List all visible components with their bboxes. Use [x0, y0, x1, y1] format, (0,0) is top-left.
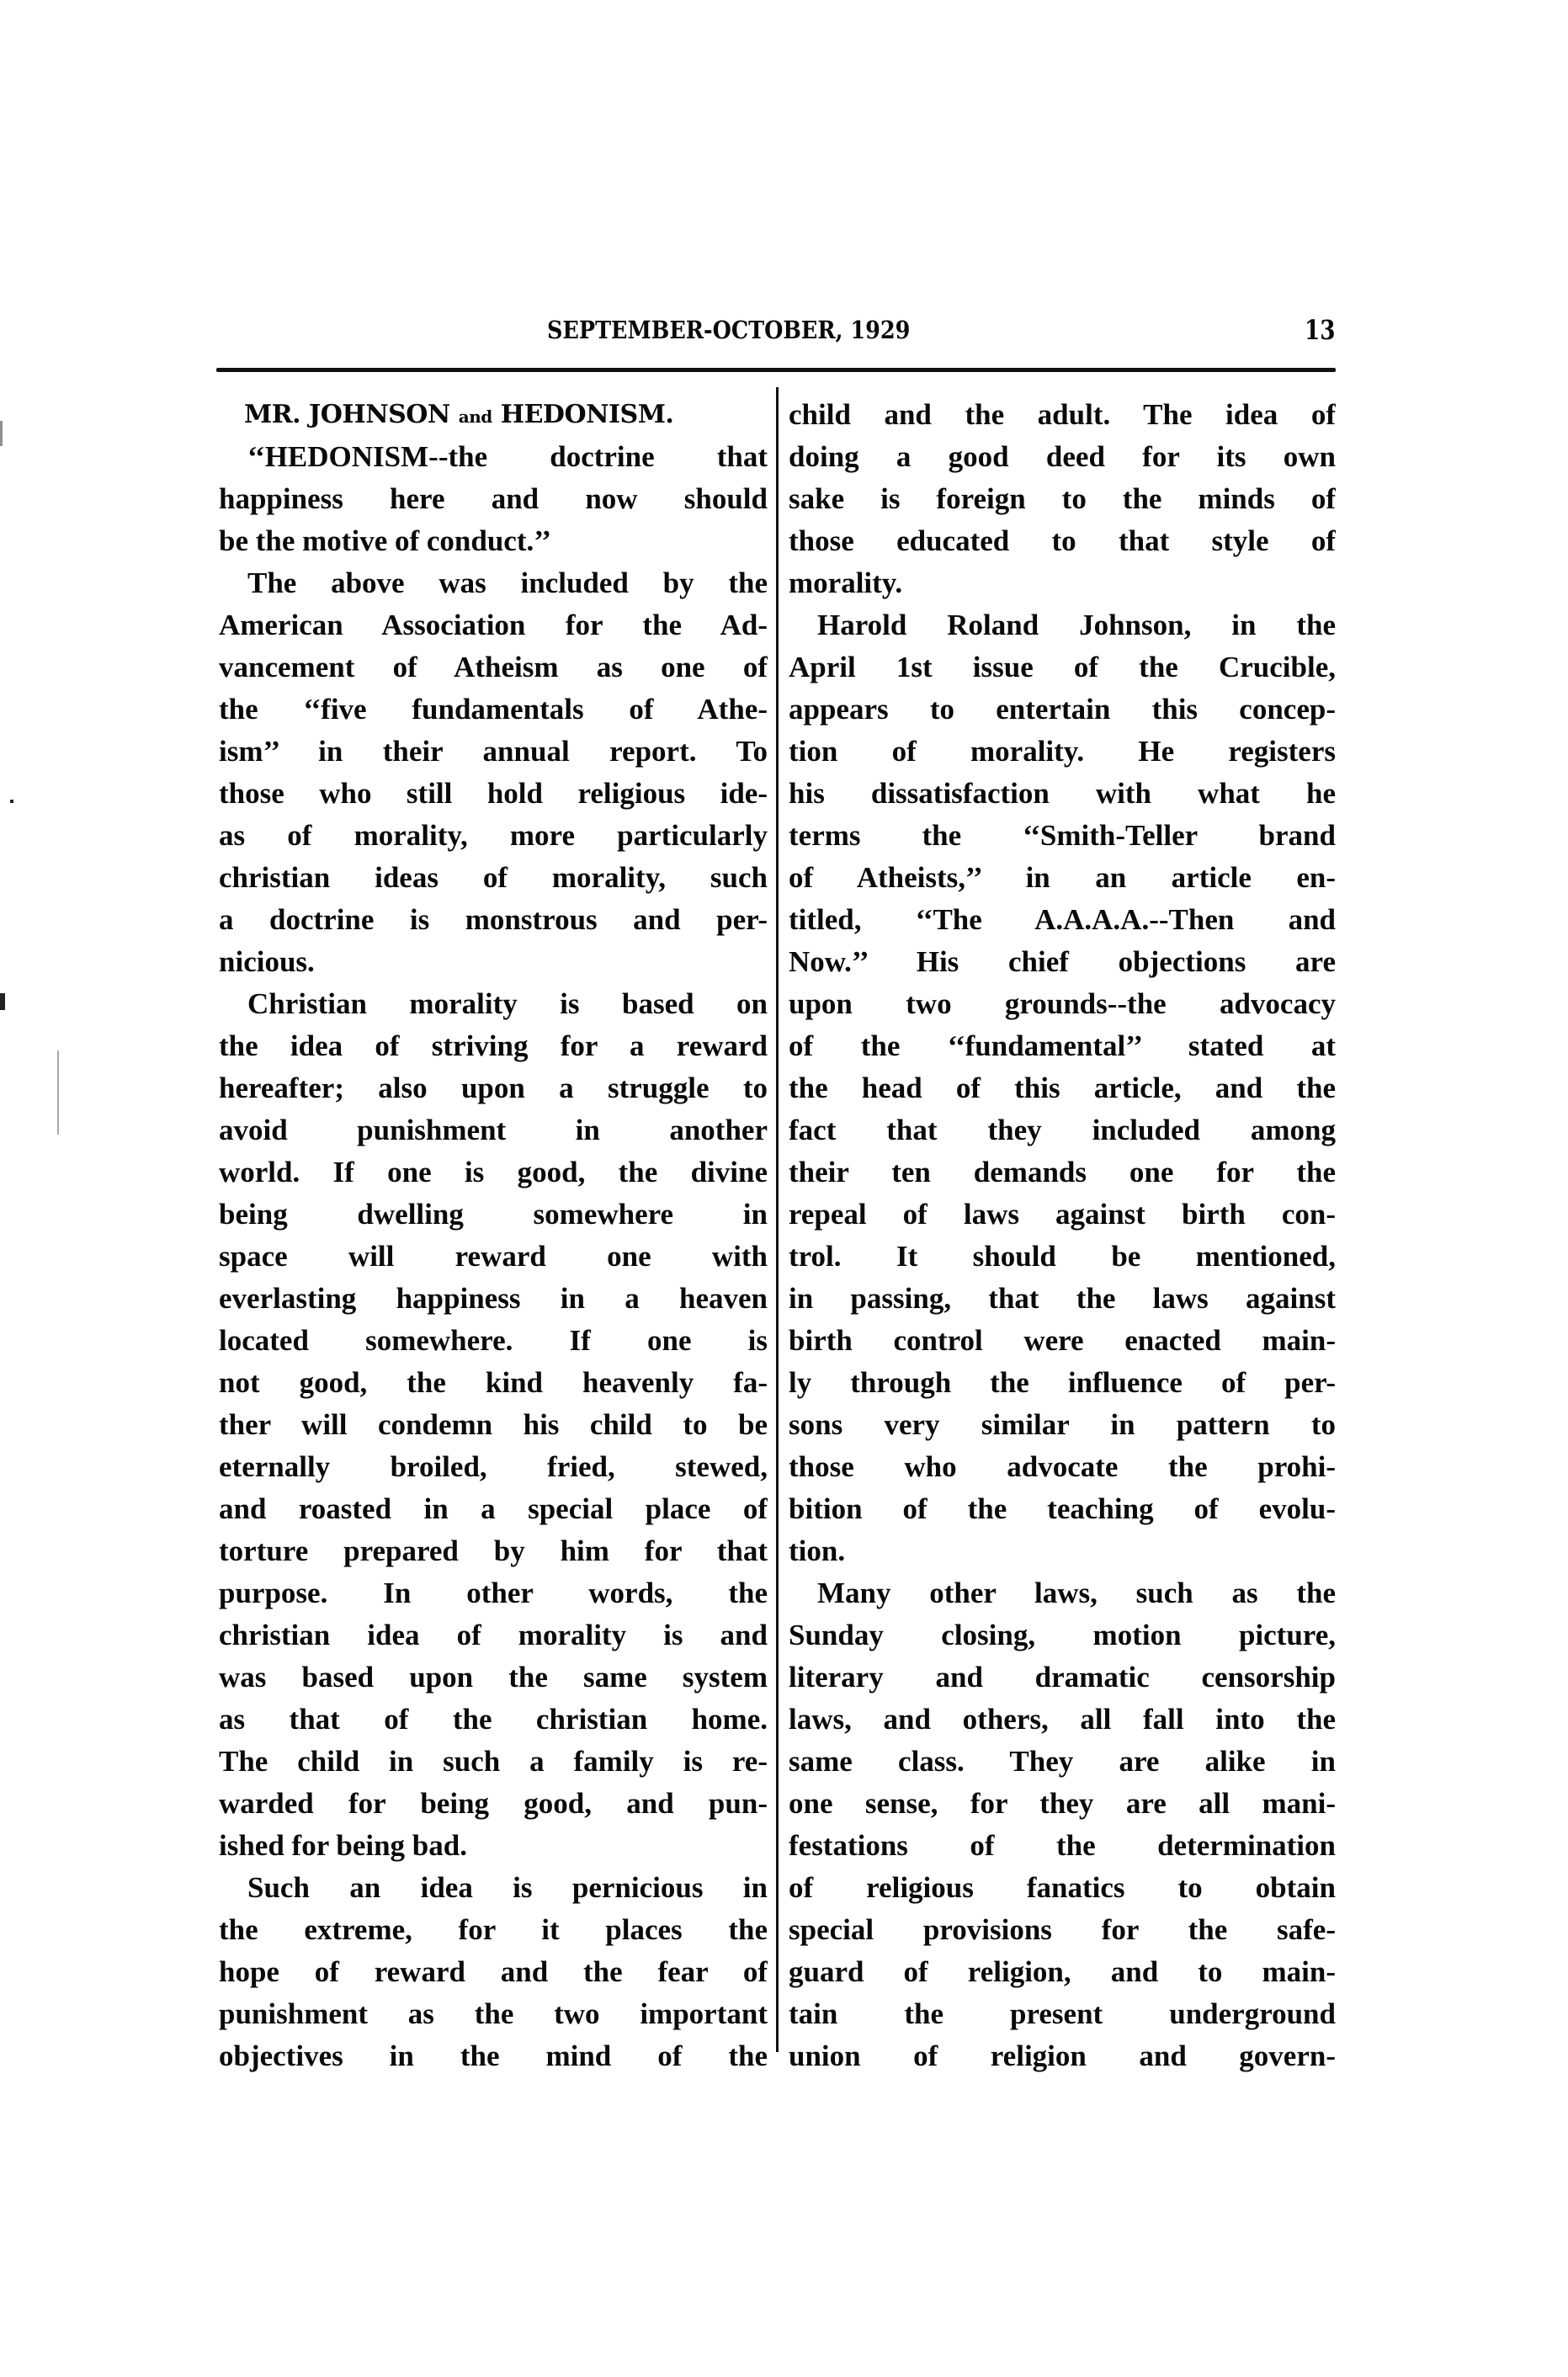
- right-column-line: upon two grounds--the advocacy: [789, 987, 1336, 1020]
- left-column-line: world. If one is good, the divine: [219, 1156, 768, 1188]
- left-column-line: located somewhere. If one is: [219, 1324, 768, 1357]
- scan-speck: [0, 421, 3, 446]
- right-column-line: Many other laws, such as the: [817, 1577, 1336, 1609]
- scan-speck: [10, 800, 13, 803]
- right-column: [789, 394, 1336, 2077]
- left-column-lines: [219, 436, 768, 2077]
- left-column-line: Christian morality is based on: [247, 987, 768, 1020]
- left-column-line: be the motive of conduct.’’: [219, 524, 551, 557]
- right-column-line: morality.: [789, 566, 903, 599]
- right-column-line: their ten demands one for the: [789, 1156, 1336, 1188]
- right-column-line: child and the adult. The idea of: [789, 398, 1336, 431]
- right-column-line: laws, and others, all fall into the: [789, 1703, 1336, 1736]
- right-column-line: Harold Roland Johnson, in the: [817, 609, 1336, 641]
- left-column-line: as of morality, more particularly: [219, 819, 768, 852]
- left-column-line: space will reward one with: [219, 1240, 768, 1273]
- left-column-line: punishment as the two important: [219, 1997, 768, 2030]
- right-column-line: union of religion and govern-: [789, 2039, 1336, 2072]
- left-column-line: ism’’ in their annual report. To: [219, 735, 768, 768]
- right-column-line: those educated to that style of: [789, 524, 1336, 557]
- left-column-line: and roasted in a special place of: [219, 1492, 768, 1525]
- right-column-line: in passing, that the laws against: [789, 1282, 1336, 1315]
- right-column-line: those who advocate the prohi-: [789, 1450, 1336, 1483]
- right-column-line: special provisions for the safe-: [789, 1913, 1336, 1946]
- left-column-line: the extreme, for it places the: [219, 1913, 768, 1946]
- column-divider: [776, 387, 779, 2052]
- left-column-line: ‘‘HEDONISM--the doctrine that: [247, 440, 768, 473]
- right-column-line: tain the present underground: [789, 1997, 1336, 2030]
- left-column-line: the ‘‘five fundamentals of Athe-: [219, 693, 768, 726]
- scan-speck: [57, 1050, 59, 1135]
- right-column-line: ly through the influence of per-: [789, 1366, 1336, 1399]
- right-column-line: sake is foreign to the minds of: [789, 482, 1336, 515]
- right-column-line: birth control were enacted main-: [789, 1324, 1336, 1357]
- left-column-line: happiness here and now should: [219, 482, 768, 515]
- right-column-line: Now.’’ His chief objections are: [789, 945, 1336, 978]
- right-column-line: fact that they included among: [789, 1114, 1336, 1146]
- left-column-line: those who still hold religious ide-: [219, 777, 768, 810]
- right-column-line: appears to entertain this concep-: [789, 693, 1336, 726]
- article-title-part1: MR. JOHNSON: [244, 400, 459, 429]
- left-column-line: was based upon the same system: [219, 1661, 768, 1694]
- left-column-line: christian ideas of morality, such: [219, 861, 768, 894]
- header-rule: [216, 368, 1336, 372]
- page-number: 13: [1305, 314, 1336, 346]
- left-column-line: a doctrine is monstrous and per-: [219, 903, 768, 936]
- right-column-lines: [789, 394, 1336, 2077]
- left-column-line: being dwelling somewhere in: [219, 1198, 768, 1231]
- left-column-line: hereafter; also upon a struggle to: [219, 1072, 768, 1104]
- right-column-line: of religious fanatics to obtain: [789, 1871, 1336, 1904]
- left-column-line: American Association for the Ad-: [219, 609, 768, 641]
- left-column-line: ther will condemn his child to be: [219, 1408, 768, 1441]
- scan-speck: [0, 993, 5, 1010]
- left-column: [219, 394, 768, 2077]
- right-column-line: festations of the determination: [789, 1829, 1336, 1862]
- article-title: [219, 394, 768, 436]
- running-head: [216, 313, 1336, 347]
- right-column-line: his dissatisfaction with what he: [789, 777, 1336, 810]
- left-column-line: christian idea of morality is and: [219, 1619, 768, 1651]
- left-column-line: vancement of Atheism as one of: [219, 651, 768, 683]
- article-title-and: and: [458, 407, 492, 427]
- right-column-line: the head of this article, and the: [789, 1072, 1336, 1104]
- right-column-line: repeal of laws against birth con-: [789, 1198, 1336, 1231]
- right-column-line: same class. They are alike in: [789, 1745, 1336, 1778]
- left-column-line: eternally broiled, fried, stewed,: [219, 1450, 768, 1483]
- left-column-line: as that of the christian home.: [219, 1703, 768, 1736]
- right-column-line: literary and dramatic censorship: [789, 1661, 1336, 1694]
- left-column-line: nicious.: [219, 945, 315, 978]
- right-column-line: doing a good deed for its own: [789, 440, 1336, 473]
- left-column-line: objectives in the mind of the: [219, 2039, 768, 2072]
- right-column-line: bition of the teaching of evolu-: [789, 1492, 1336, 1525]
- left-column-line: everlasting happiness in a heaven: [219, 1282, 768, 1315]
- right-column-line: of the ‘‘fundamental’’ stated at: [789, 1029, 1336, 1062]
- left-column-line: The above was included by the: [247, 566, 768, 599]
- right-column-line: April 1st issue of the Crucible,: [789, 651, 1336, 683]
- left-column-line: purpose. In other words, the: [219, 1577, 768, 1609]
- right-column-line: titled, ‘‘The A.A.A.A.--Then and: [789, 903, 1336, 936]
- right-column-line: terms the ‘‘Smith-Teller brand: [789, 819, 1336, 852]
- left-column-line: ished for being bad.: [219, 1829, 467, 1862]
- issue-date: SEPTEMBER-OCTOBER, 1929: [547, 316, 911, 344]
- left-column-line: hope of reward and the fear of: [219, 1955, 768, 1988]
- left-column-line: warded for being good, and pun-: [219, 1787, 768, 1820]
- right-column-line: tion of morality. He registers: [789, 735, 1336, 768]
- right-column-line: Sunday closing, motion picture,: [789, 1619, 1336, 1651]
- article-title-part2: HEDONISM.: [492, 400, 674, 429]
- left-column-line: not good, the kind heavenly fa-: [219, 1366, 768, 1399]
- right-column-line: sons very similar in pattern to: [789, 1408, 1336, 1441]
- right-column-line: tion.: [789, 1534, 846, 1567]
- left-column-line: the idea of striving for a reward: [219, 1029, 768, 1062]
- left-column-line: avoid punishment in another: [219, 1114, 768, 1146]
- right-column-line: of Atheists,’’ in an article en-: [789, 861, 1336, 894]
- left-column-line: The child in such a family is re-: [219, 1745, 768, 1778]
- right-column-line: one sense, for they are all mani-: [789, 1787, 1336, 1820]
- left-column-line: Such an idea is pernicious in: [247, 1871, 768, 1904]
- right-column-line: trol. It should be mentioned,: [789, 1240, 1336, 1273]
- left-column-line: torture prepared by him for that: [219, 1534, 768, 1567]
- right-column-line: guard of religion, and to main-: [789, 1955, 1336, 1988]
